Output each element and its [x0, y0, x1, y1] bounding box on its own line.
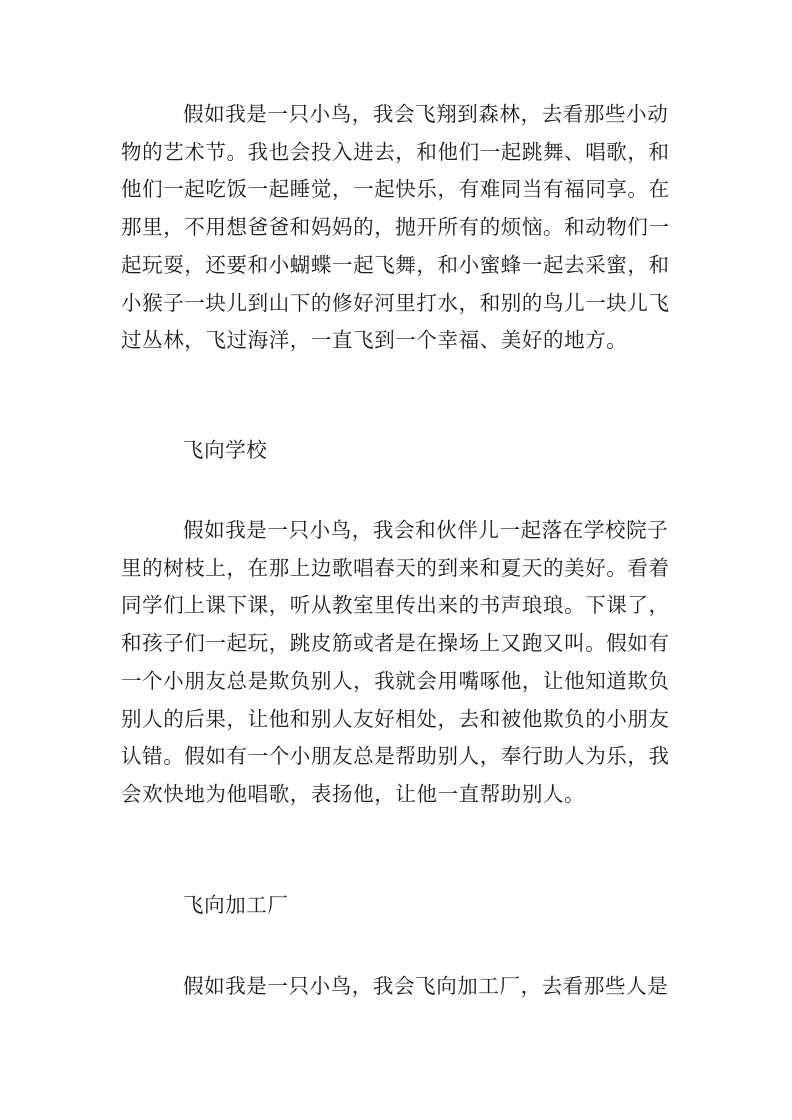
paragraph-line: 小猴子一块儿到山下的修好河里打水，和别的鸟儿一块儿飞 — [121, 290, 670, 315]
paragraph-forest — [121, 96, 673, 360]
paragraph-line: 假如我是一只小鸟，我会飞向加工厂，去看那些人是 — [183, 974, 669, 998]
paragraph-line: 假如我是一只小鸟，我会和伙伴儿一起落在学校院子 — [183, 518, 669, 542]
paragraph-line: 会欢快地为他唱歌，表扬他，让他一直帮助别人。 — [121, 781, 586, 806]
paragraph-line: 假如我是一只小鸟，我会飞翔到森林，去看那些小动 — [183, 102, 669, 126]
paragraph-line: 同学们上课下课，听从教室里传出来的书声琅琅。下课了， — [121, 593, 670, 618]
paragraph-line: 一个小朋友总是欺负别人，我就会用嘴啄他，让他知道欺负 — [121, 668, 670, 693]
paragraph-line: 那里，不用想爸爸和妈妈的，抛开所有的烦恼。和动物们一 — [121, 215, 670, 240]
paragraph-school — [121, 512, 673, 814]
paragraph-line: 他们一起吃饭一起睡觉，一起快乐，有难同当有福同享。在 — [121, 177, 670, 202]
paragraph-line: 和孩子们一起玩，跳皮筋或者是在操场上又跑又叫。假如有 — [121, 631, 670, 656]
paragraph-line: 别人的后果，让他和别人友好相处，去和被他欺负的小朋友 — [121, 706, 670, 731]
section-heading-school: 飞向学校 — [183, 438, 268, 462]
paragraph-line: 认错。假如有一个小朋友总是帮助别人，奉行助人为乐，我 — [121, 744, 670, 769]
paragraph-factory — [121, 968, 673, 1006]
paragraph-line: 过丛林，飞过海洋，一直飞到一个幸福、美好的地方。 — [121, 328, 628, 353]
section-heading-factory: 飞向加工厂 — [183, 893, 289, 917]
paragraph-line: 起玩耍，还要和小蝴蝶一起飞舞，和小蜜蜂一起去采蜜，和 — [121, 252, 670, 277]
paragraph-line: 物的艺术节。我也会投入进去，和他们一起跳舞、唱歌，和 — [121, 139, 670, 164]
paragraph-line: 里的树枝上，在那上边歌唱春天的到来和夏天的美好。看着 — [121, 555, 670, 580]
